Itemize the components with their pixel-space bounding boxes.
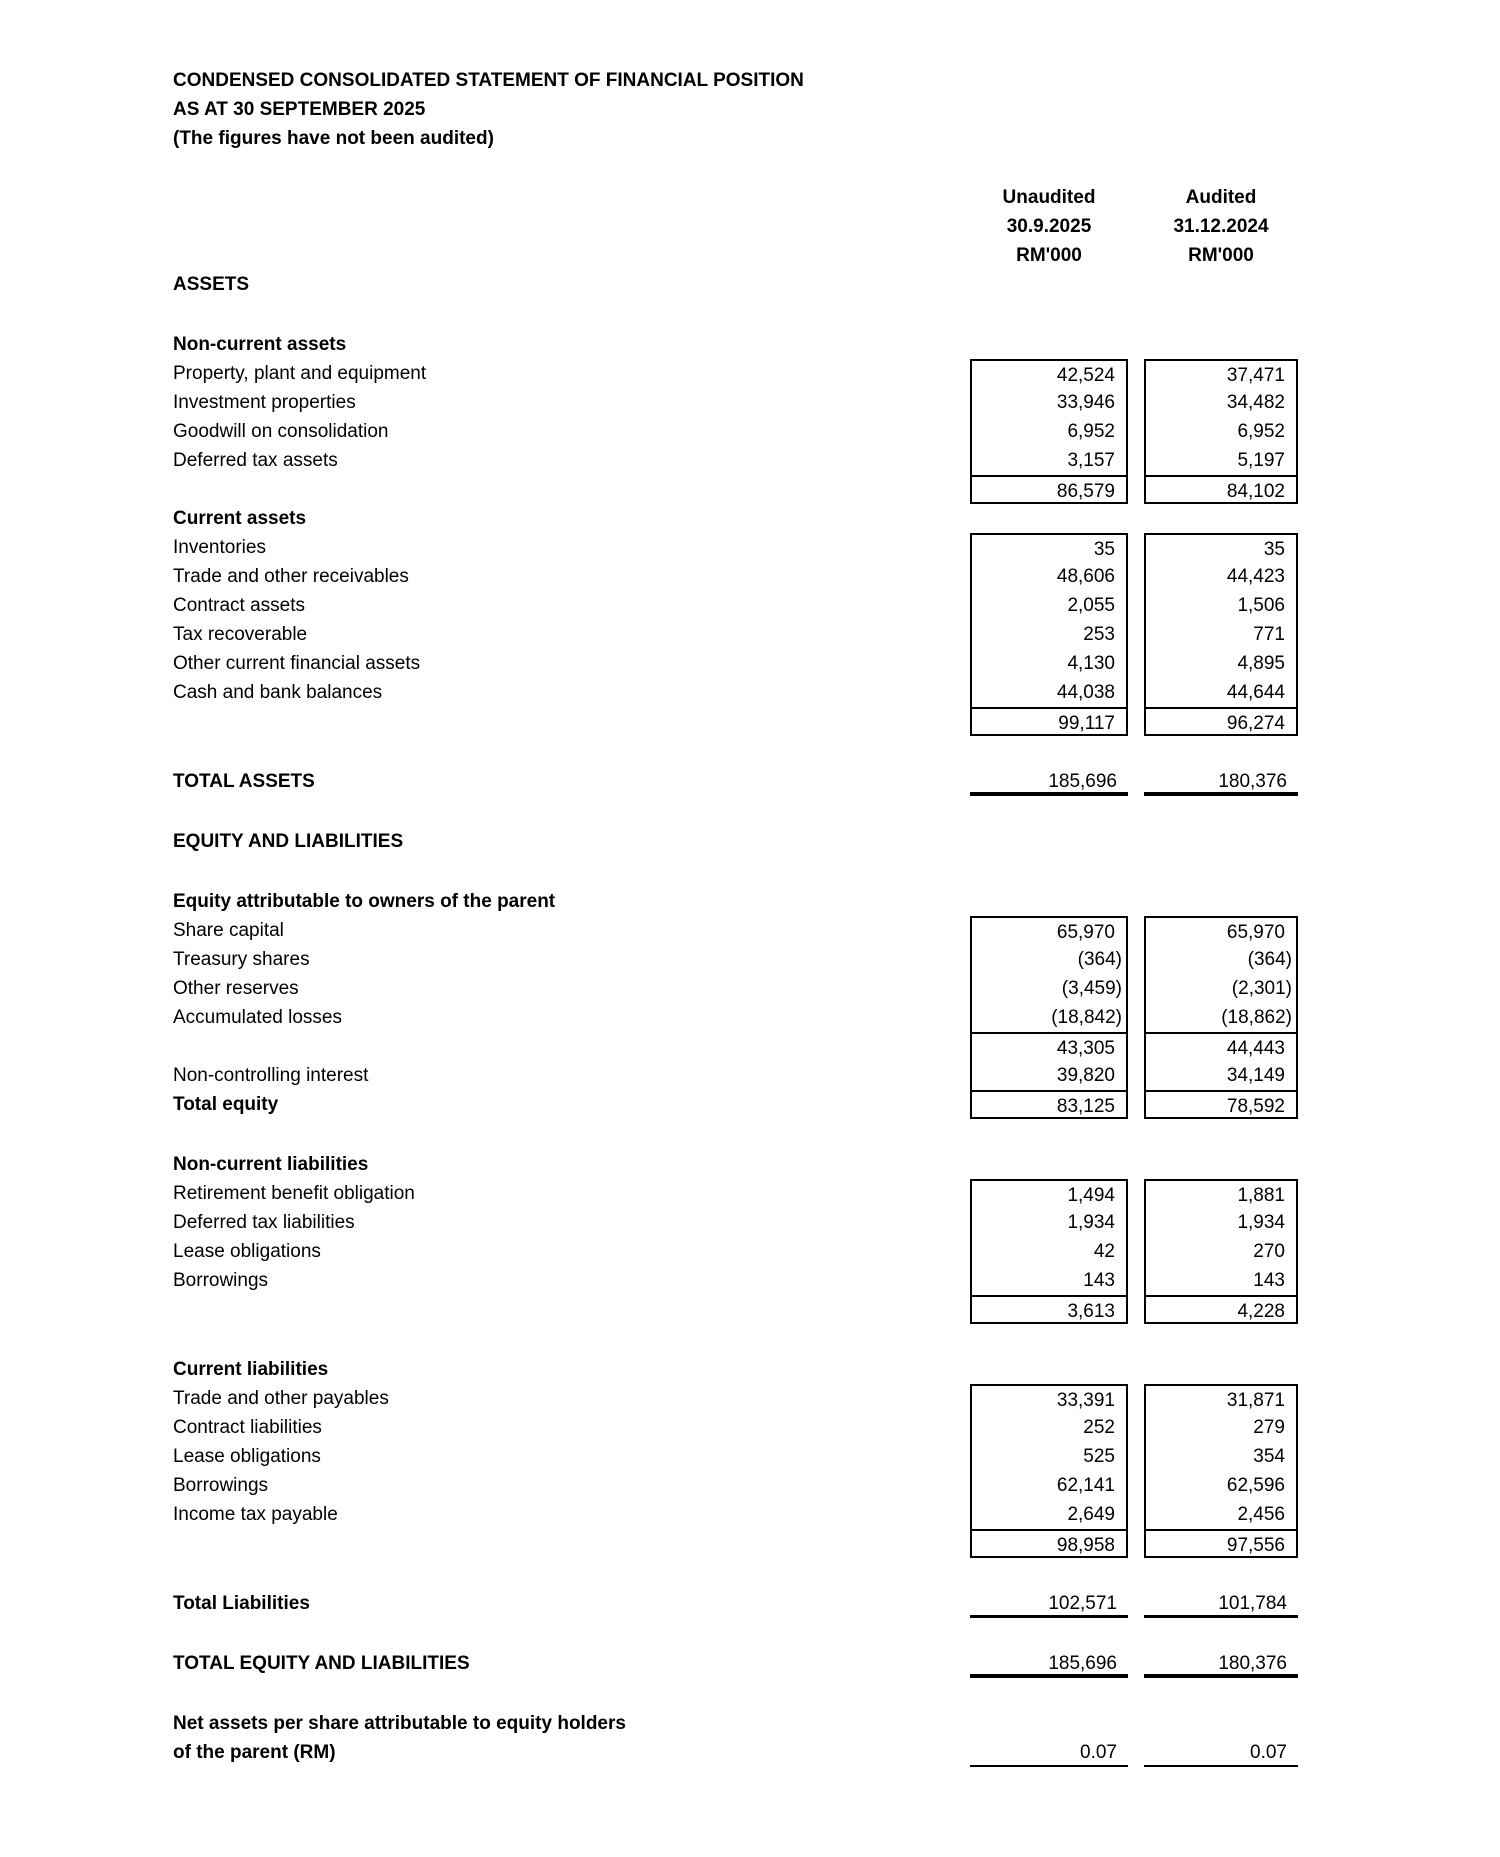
row-label: Borrowings [173,1270,269,1291]
row-label: Cash and bank balances [173,682,383,703]
value-audited: 5,197 [1144,446,1298,475]
value-unaudited: 42 [970,1237,1128,1266]
value-audited: 44,644 [1144,678,1298,707]
col1-unit-header: RM'000 [1016,245,1082,266]
row-label [173,1032,970,1061]
value-unaudited: 253 [970,620,1128,649]
table-row [173,1266,1313,1295]
table-row [173,945,1313,974]
spacer [173,856,1313,887]
section-heading: Equity attributable to owners of the parent [173,891,556,912]
value-unaudited: 35 [970,533,1128,562]
row-label: Treasury shares [173,949,310,970]
value-unaudited: 3,613 [970,1295,1128,1324]
value-audited: 6,952 [1144,417,1298,446]
row-label: Borrowings [173,1475,269,1496]
value-unaudited: 525 [970,1442,1128,1471]
table-row [173,649,1313,678]
table-row [173,916,1313,945]
total-value-audited: 180,376 [1144,767,1298,796]
row-label: Accumulated losses [173,1007,342,1028]
table-row [173,1413,1313,1442]
section-heading-row [173,504,1313,533]
section-heading-row [173,1150,1313,1179]
column-header-unit-row [173,241,1313,270]
value-audited: 97,556 [1144,1529,1298,1558]
row-label: Trade and other receivables [173,566,409,587]
value-unaudited: (18,842) [970,1003,1128,1032]
total-row-label: Total Liabilities [173,1593,310,1614]
section-heading: ASSETS [173,274,250,295]
table-row [173,1529,1313,1558]
title-line-1: CONDENSED CONSOLIDATED STATEMENT OF FINANCIAL POSITION [173,70,804,91]
column-header-status-row [173,183,1313,212]
col1-status-header: Unaudited [1002,187,1096,208]
value-unaudited: 252 [970,1413,1128,1442]
column-header-date-row [173,212,1313,241]
spacer [173,1324,1313,1355]
value-unaudited: 43,305 [970,1032,1128,1061]
row-label: Tax recoverable [173,624,308,645]
value-audited: (18,862) [1144,1003,1298,1032]
table-row [173,475,1313,504]
total-row [173,1589,1313,1618]
value-audited: 279 [1144,1413,1298,1442]
row-label [173,1295,970,1324]
value-audited: 31,871 [1144,1384,1298,1413]
value-unaudited: 6,952 [970,417,1128,446]
table-row [173,359,1313,388]
value-audited: 84,102 [1144,475,1298,504]
table-row [173,1237,1313,1266]
total-value-audited: 101,784 [1144,1589,1298,1618]
value-audited: 62,596 [1144,1471,1298,1500]
section-heading-row [173,270,1313,299]
table-row [173,446,1313,475]
value-unaudited: 44,038 [970,678,1128,707]
table-row [173,620,1313,649]
row-label [173,475,970,504]
value-unaudited: 83,125 [970,1090,1128,1119]
value-unaudited: 39,820 [970,1061,1128,1090]
table-row [173,1003,1313,1032]
value-audited: 44,423 [1144,562,1298,591]
title-line-2: AS AT 30 SEPTEMBER 2025 [173,99,426,120]
row-label: Other current financial assets [173,653,421,674]
value-unaudited: 42,524 [970,359,1128,388]
section-heading-row [173,330,1313,359]
total-row-label: TOTAL EQUITY AND LIABILITIES [173,1653,470,1674]
value-unaudited: (3,459) [970,974,1128,1003]
value-audited: 4,895 [1144,649,1298,678]
row-label: Lease obligations [173,1446,321,1467]
row-label: Contract liabilities [173,1417,322,1438]
value-audited: 35 [1144,533,1298,562]
value-audited: 1,506 [1144,591,1298,620]
value-audited: 37,471 [1144,359,1298,388]
total-row-label: Net assets per share attributable to equity holders [173,1713,626,1734]
col2-status-header: Audited [1185,187,1257,208]
table-row [173,678,1313,707]
value-audited: 143 [1144,1266,1298,1295]
value-unaudited: 62,141 [970,1471,1128,1500]
value-unaudited: 3,157 [970,446,1128,475]
total-value-unaudited: 185,696 [970,767,1128,796]
table-row [173,1090,1313,1119]
table-row [173,974,1313,1003]
value-unaudited: 65,970 [970,916,1128,945]
total-value-audited: 0.07 [1144,1738,1298,1767]
row-label: Inventories [173,537,266,558]
value-unaudited: 86,579 [970,475,1128,504]
table-row [173,1500,1313,1529]
total-label-row [173,1709,1313,1738]
value-unaudited: 4,130 [970,649,1128,678]
total-row-label: of the parent (RM) [173,1742,336,1763]
row-label: Lease obligations [173,1241,321,1262]
statement-content [173,66,1313,1767]
section-heading: EQUITY AND LIABILITIES [173,831,404,852]
section-heading-row [173,887,1313,916]
table-row [173,1032,1313,1061]
value-unaudited: 99,117 [970,707,1128,736]
col2-unit-header: RM'000 [1188,245,1254,266]
title-line-3: (The figures have not been audited) [173,128,494,149]
value-unaudited: 33,391 [970,1384,1128,1413]
value-unaudited: (364) [970,945,1128,974]
spacer [173,1558,1313,1589]
section-heading: Non-current assets [173,334,347,355]
table-row [173,388,1313,417]
total-row [173,1649,1313,1678]
value-audited: 354 [1144,1442,1298,1471]
table-row [173,562,1313,591]
value-unaudited: 1,494 [970,1179,1128,1208]
value-unaudited: 2,055 [970,591,1128,620]
row-label [173,1529,970,1558]
col1-date-header: 30.9.2025 [1006,216,1092,237]
document-title-block [173,66,1313,153]
statement-rows [173,270,1313,1767]
value-audited: 44,443 [1144,1032,1298,1061]
spacer [173,1119,1313,1150]
value-audited: 96,274 [1144,707,1298,736]
row-label: Investment properties [173,392,356,413]
row-label: Property, plant and equipment [173,363,427,384]
total-value-unaudited: 102,571 [970,1589,1128,1618]
value-audited: 1,934 [1144,1208,1298,1237]
table-row [173,1295,1313,1324]
table-row [173,591,1313,620]
row-label [173,707,970,736]
value-unaudited: 98,958 [970,1529,1128,1558]
row-label: Retirement benefit obligation [173,1183,415,1204]
table-row [173,707,1313,736]
spacer [173,299,1313,330]
value-audited: 65,970 [1144,916,1298,945]
spacer [173,153,1313,183]
total-row [173,1738,1313,1767]
value-audited: 4,228 [1144,1295,1298,1324]
value-audited: 771 [1144,620,1298,649]
value-unaudited: 1,934 [970,1208,1128,1237]
row-label: Deferred tax liabilities [173,1212,355,1233]
value-audited: 2,456 [1144,1500,1298,1529]
value-audited: 78,592 [1144,1090,1298,1119]
total-value-audited: 180,376 [1144,1649,1298,1678]
section-heading: Non-current liabilities [173,1154,369,1175]
value-audited: 1,881 [1144,1179,1298,1208]
value-audited: (2,301) [1144,974,1298,1003]
table-row [173,1179,1313,1208]
value-audited: 34,149 [1144,1061,1298,1090]
section-heading-row [173,1355,1313,1384]
value-unaudited: 2,649 [970,1500,1128,1529]
value-audited: 270 [1144,1237,1298,1266]
section-heading: Current liabilities [173,1359,329,1380]
table-row [173,1471,1313,1500]
row-label: Contract assets [173,595,305,616]
value-audited: 34,482 [1144,388,1298,417]
row-label: Other reserves [173,978,299,999]
table-row [173,1384,1313,1413]
value-unaudited: 33,946 [970,388,1128,417]
total-row-label: TOTAL ASSETS [173,771,315,792]
table-row [173,1442,1313,1471]
table-row [173,1061,1313,1090]
section-heading-row [173,827,1313,856]
spacer [173,1618,1313,1649]
row-label: Deferred tax assets [173,450,338,471]
value-unaudited: 48,606 [970,562,1128,591]
spacer [173,1678,1313,1709]
spacer [173,736,1313,767]
total-value-unaudited: 0.07 [970,1738,1128,1767]
table-row [173,1208,1313,1237]
table-row [173,417,1313,446]
row-label: Income tax payable [173,1504,338,1525]
total-row [173,767,1313,796]
row-label: Goodwill on consolidation [173,421,389,442]
row-label: Share capital [173,920,284,941]
spacer [173,796,1313,827]
row-label: Total equity [173,1094,279,1115]
table-row [173,533,1313,562]
total-value-unaudited: 185,696 [970,1649,1128,1678]
value-audited: (364) [1144,945,1298,974]
value-unaudited: 143 [970,1266,1128,1295]
section-heading: Current assets [173,508,307,529]
row-label: Non-controlling interest [173,1065,369,1086]
row-label: Trade and other payables [173,1388,389,1409]
col2-date-header: 31.12.2024 [1173,216,1269,237]
